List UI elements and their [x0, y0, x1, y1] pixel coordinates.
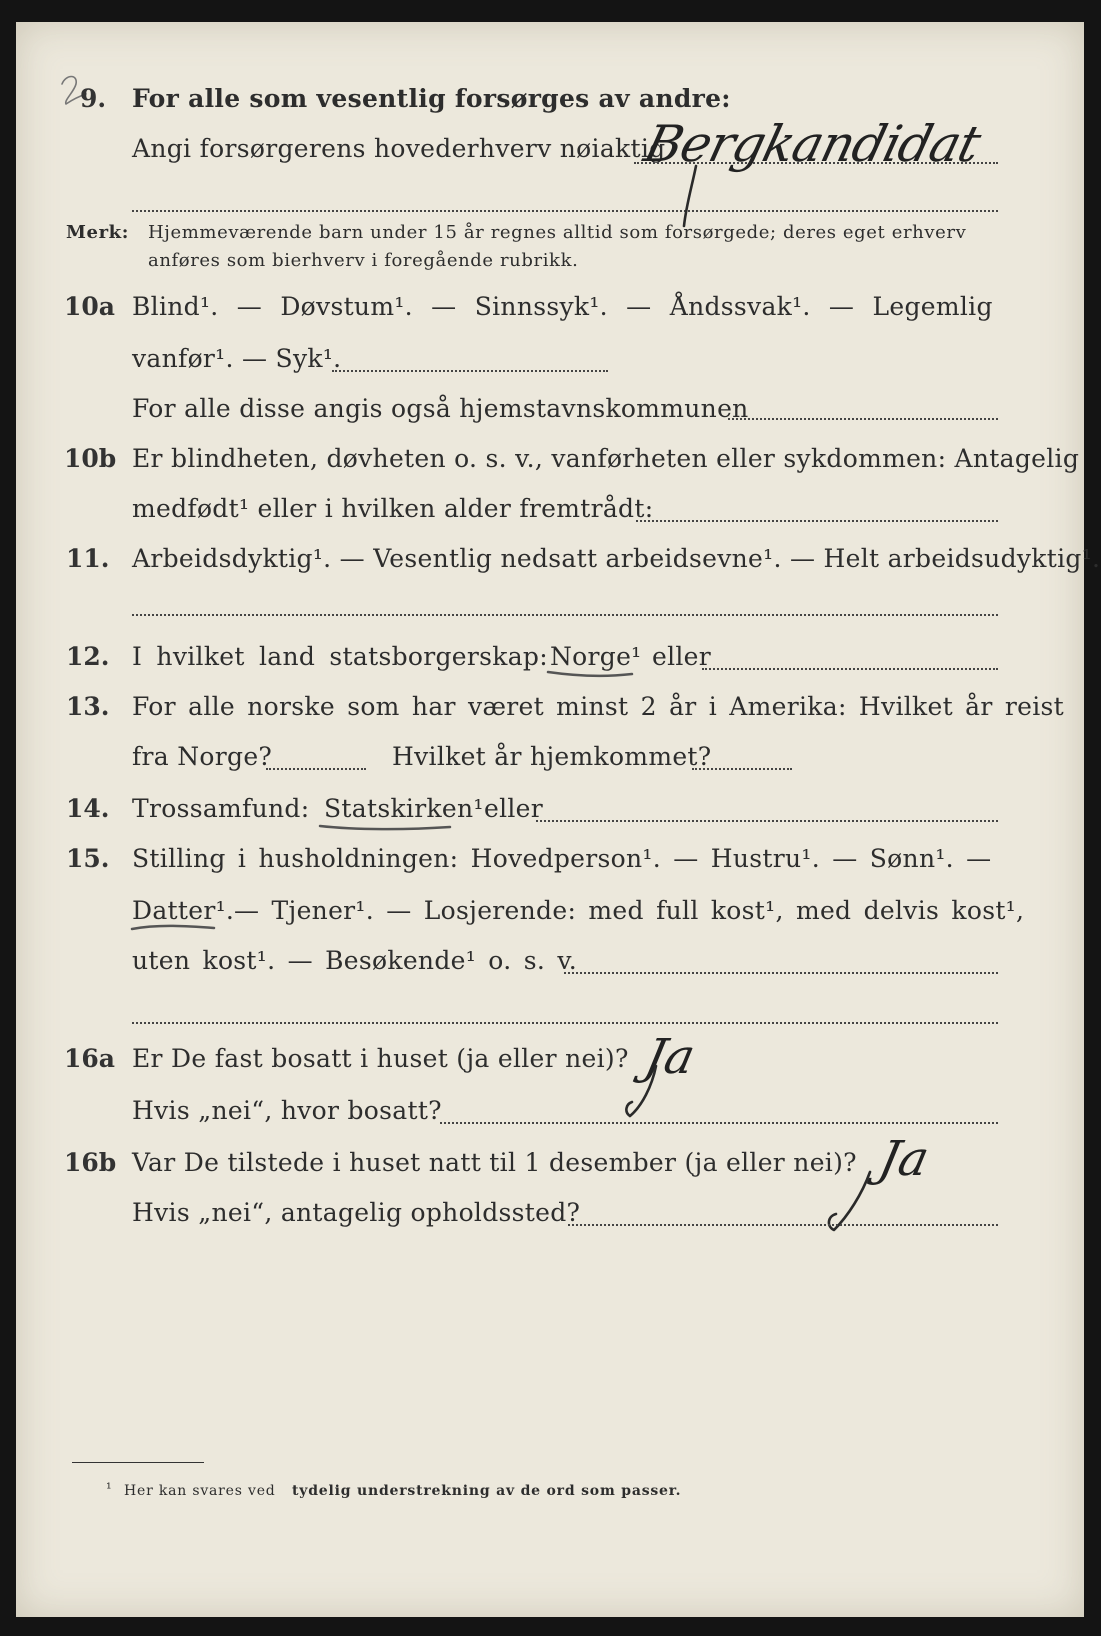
census-form-sheet — [16, 22, 1101, 1617]
answer-line-13-year-return — [692, 768, 792, 770]
question-12-option-norge: Norge¹ — [550, 642, 642, 671]
answer-line-10a-kommune — [728, 418, 998, 420]
question-9-prompt: Angi forsørgerens hovederhverv nøiaktig — [132, 134, 666, 163]
underline-norge — [546, 666, 636, 680]
answer-line-10b — [636, 520, 998, 522]
answer-line-16a — [440, 1122, 998, 1124]
question-16a-line-2: Hvis „nei“, hvor bosatt? — [132, 1096, 442, 1125]
question-14-number: 14. — [66, 794, 110, 823]
question-12-number: 12. — [66, 642, 110, 671]
question-15-number: 15. — [66, 844, 110, 873]
answer-line-14 — [536, 820, 998, 822]
question-14-prompt: Trossamfund: — [132, 794, 310, 823]
underline-datter — [128, 920, 218, 936]
question-15-line-2: — Tjener¹. — Losjerende: med full kost¹, med delvis kost¹, — [234, 896, 1025, 925]
answer-line-13-year-left — [266, 768, 366, 770]
handwritten-answer-9: Bergkandidat — [638, 115, 986, 173]
question-10b-number: 10b — [64, 444, 117, 473]
question-13-line-2a: fra Norge? — [132, 742, 273, 771]
underline-statskirken — [316, 818, 456, 834]
merk-note-line-1: Hjemmeværende barn under 15 år regnes alltid som forsørgede; deres eget erhverv — [148, 222, 967, 243]
question-9-heading: For alle som vesentlig forsørges av andre: — [132, 84, 731, 113]
answer-line-11 — [132, 614, 998, 616]
merk-label: Merk: — [66, 222, 129, 243]
merk-note-line-2: anføres som bierhverv i foregående rubrikk. — [148, 250, 579, 271]
question-10a-line-3: For alle disse angis også hjemstavnskommunen — [132, 394, 749, 423]
question-10b-line-2: medfødt¹ eller i hvilken alder fremtrådt: — [132, 494, 654, 523]
handwriting-descender-16b — [816, 1168, 886, 1238]
question-15-option-datter: Datter¹. — [132, 896, 235, 925]
question-9-number: 9. — [80, 84, 107, 113]
answer-line-15 — [564, 972, 998, 974]
answer-line-9b — [132, 210, 998, 212]
handwritten-answer-16a: Ja — [640, 1029, 700, 1085]
question-10a-line-2: vanfør¹. — Syk¹. — [132, 344, 342, 373]
handwritten-answer-16b: Ja — [874, 1131, 934, 1187]
question-16b-number: 16b — [64, 1148, 117, 1177]
answer-line-12 — [702, 668, 998, 670]
question-10b-line-1: Er blindheten, døvheten o. s. v., vanførheten eller sykdommen: Antagelig — [132, 444, 1080, 473]
question-16b-line-1: Var De tilstede i huset natt til 1 desember (ja eller nei)? — [132, 1148, 857, 1177]
handwriting-descender-16a — [616, 1062, 676, 1122]
question-14-option-statskirken: Statskirken¹ — [324, 794, 484, 823]
question-16a-number: 16a — [64, 1044, 115, 1073]
question-13-line-2b: Hvilket år hjemkommet? — [392, 742, 712, 771]
footnote-marker: ¹ — [106, 1481, 113, 1497]
question-12-prompt: I hvilket land statsborgerskap: — [132, 642, 548, 671]
question-16b-line-2: Hvis „nei“, antagelig opholdssted? — [132, 1198, 581, 1227]
question-16a-line-1: Er De fast bosatt i huset (ja eller nei)? — [132, 1044, 629, 1073]
question-10a-line-1: Blind¹. — Døvstum¹. — Sinnssyk¹. — Åndssvak¹. — Legemlig — [132, 292, 993, 321]
footnote-rule — [72, 1462, 204, 1463]
question-11-number: 11. — [66, 544, 110, 573]
footnote-text-a: Her kan svares ved — [124, 1483, 276, 1499]
question-15-line-1: Stilling i husholdningen: Hovedperson¹. — Hustru¹. — Sønn¹. — — [132, 844, 992, 873]
question-13-line-1: For alle norske som har været minst 2 år i Amerika: Hvilket år reist — [132, 692, 1065, 721]
question-11-line-1: Arbeidsdyktig¹. — Vesentlig nedsatt arbeidsevne¹. — Helt arbeidsudyktig¹. — [132, 544, 1101, 573]
question-14-option-eller: eller — [484, 794, 544, 823]
footnote-text-b: tydelig understrekning av de ord som passer. — [292, 1483, 682, 1499]
answer-line-16b — [568, 1224, 998, 1226]
answer-line-15b — [132, 1022, 998, 1024]
question-13-number: 13. — [66, 692, 110, 721]
question-12-option-eller: eller — [652, 642, 712, 671]
question-10a-number: 10a — [64, 292, 115, 321]
question-15-line-3: uten kost¹. — Besøkende¹ o. s. v. — [132, 946, 578, 975]
answer-line-10a-sick — [332, 370, 608, 372]
